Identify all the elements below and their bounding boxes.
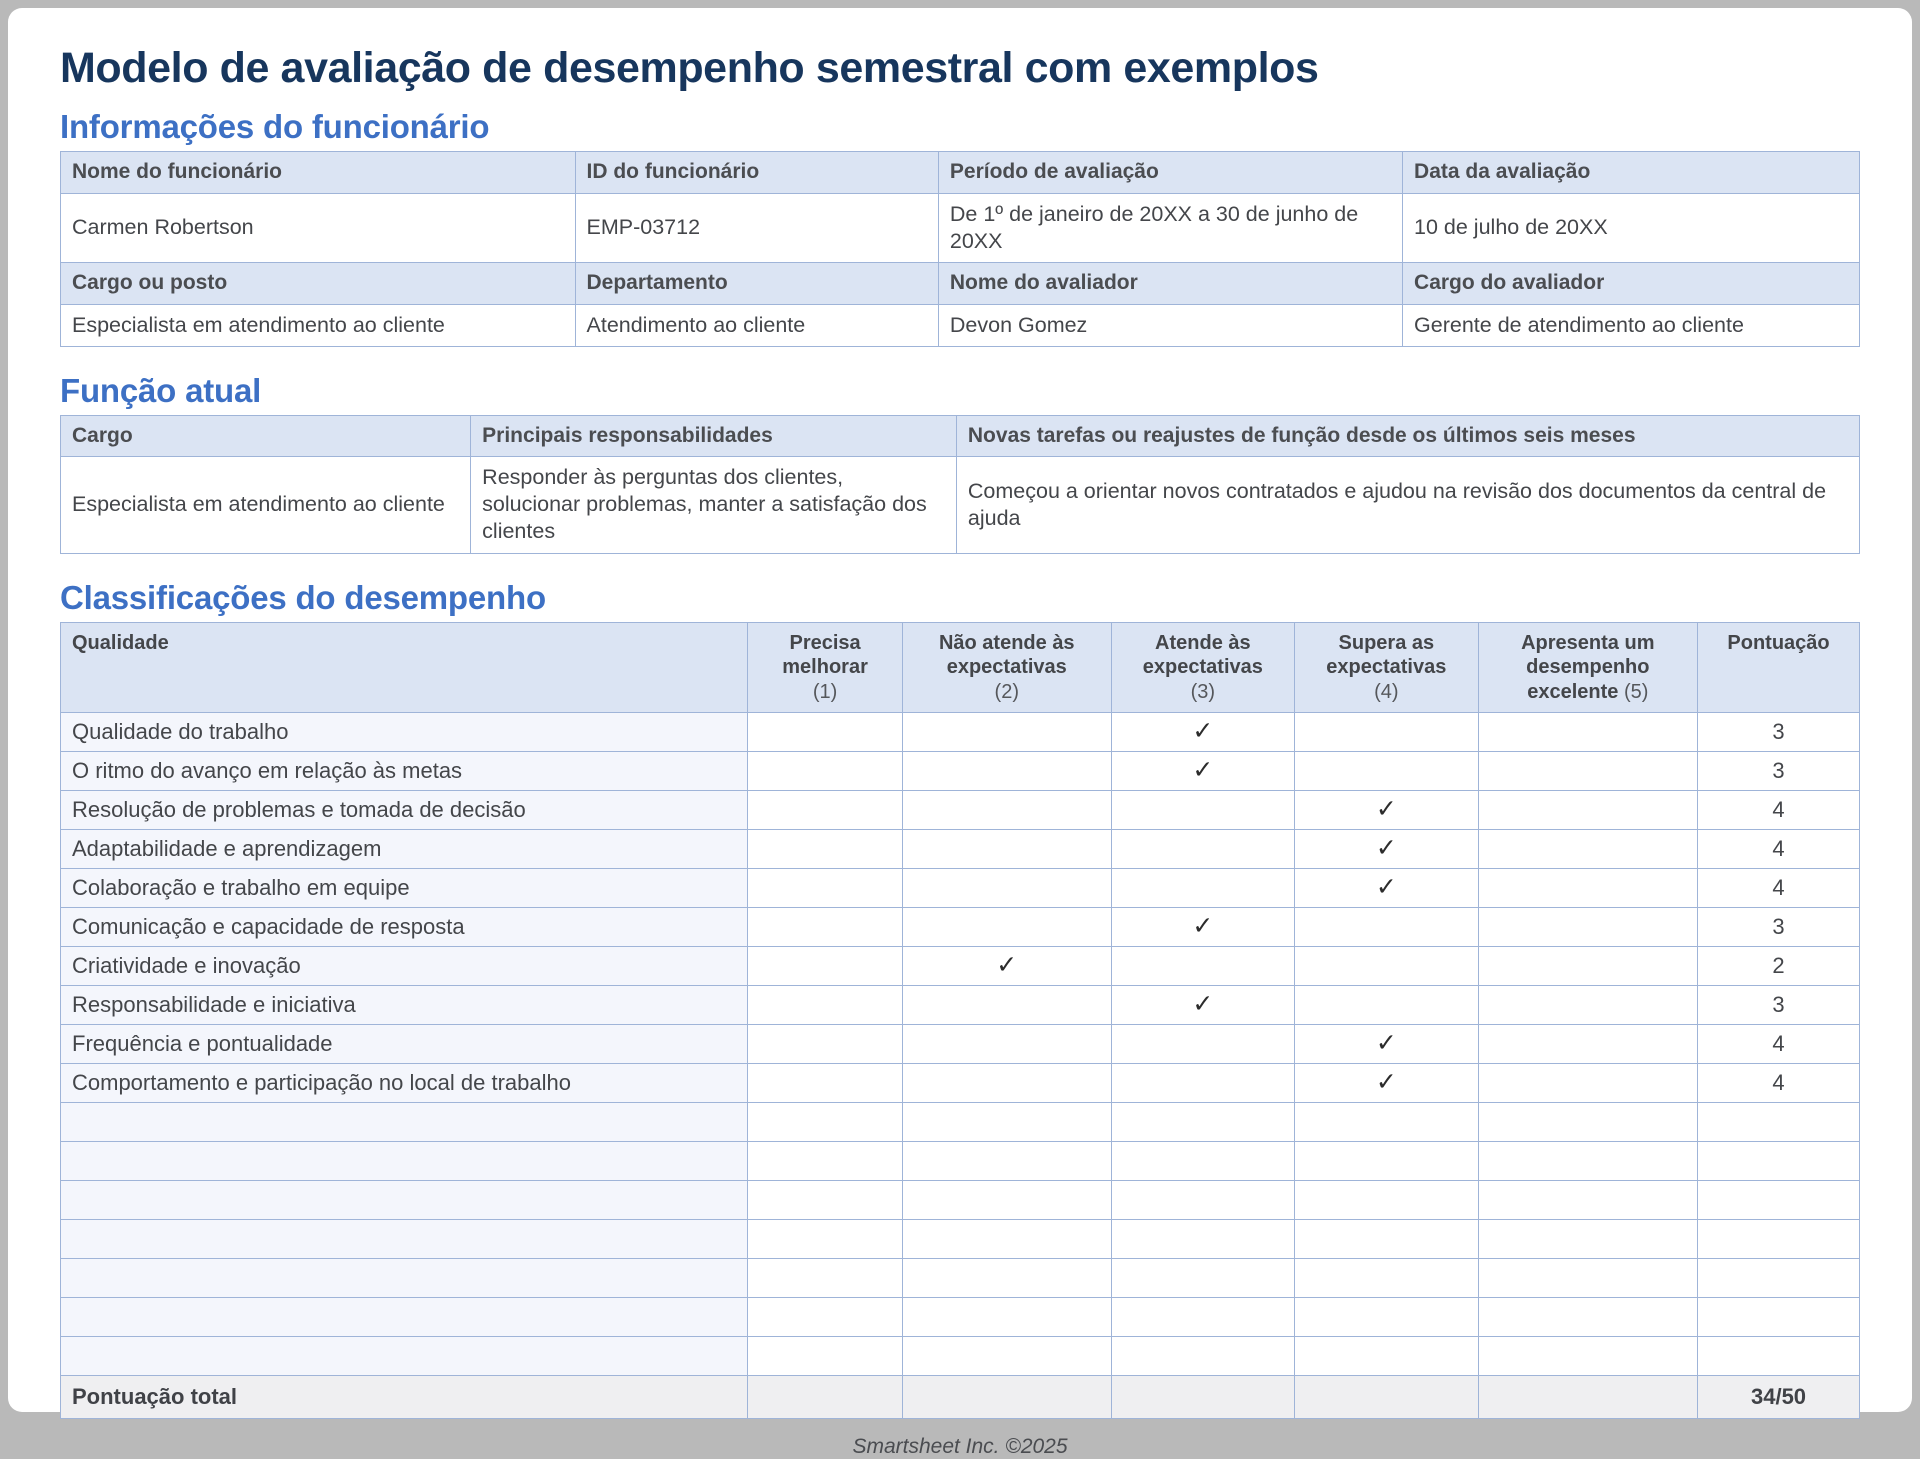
column-header-role: Cargo	[61, 415, 471, 456]
check-icon: ✓	[1375, 873, 1397, 902]
column-header-quality: Qualidade	[61, 622, 748, 712]
rating-checkbox-cell[interactable]	[1111, 908, 1294, 947]
table-row	[61, 193, 1860, 262]
rating-checkbox-cell[interactable]	[1111, 1259, 1294, 1298]
rating-checkbox-cell[interactable]	[1295, 713, 1478, 752]
row-score-cell[interactable]: 3	[1698, 908, 1860, 947]
row-score-cell[interactable]	[1698, 1181, 1860, 1220]
column-header-employee-name: Nome do funcionário	[61, 152, 576, 193]
current-role-table	[60, 415, 1860, 554]
rating-checkbox-cell[interactable]	[1295, 986, 1478, 1025]
column-header-review-period: Período de avaliação	[938, 152, 1402, 193]
row-score-cell[interactable]	[1698, 1298, 1860, 1337]
table-row	[61, 908, 1860, 947]
table-row	[61, 152, 1860, 193]
quality-label-cell[interactable]: Qualidade do trabalho	[61, 713, 748, 752]
row-score-cell[interactable]: 2	[1698, 947, 1860, 986]
value-responsibilities[interactable]: Responder às perguntas dos clientes, solucionar problemas, manter a satisfação dos clientes	[471, 457, 957, 553]
column-header-score: Pontuação	[1698, 622, 1860, 712]
quality-label-cell[interactable]: Resolução de problemas e tomada de decisão	[61, 791, 748, 830]
rating-checkbox-cell[interactable]	[902, 713, 1111, 752]
rating-checkbox-cell[interactable]	[1478, 869, 1697, 908]
rating-label: Atende às expectativas	[1142, 631, 1263, 679]
check-icon: ✓	[1192, 912, 1214, 941]
table-row	[61, 947, 1860, 986]
rating-checkbox-cell[interactable]	[1111, 713, 1294, 752]
column-header-employee-id: ID do funcionário	[575, 152, 938, 193]
row-score-cell[interactable]	[1698, 1220, 1860, 1259]
rating-checkbox-cell[interactable]	[1478, 908, 1697, 947]
footer-copyright: Smartsheet Inc. ©2025	[852, 1434, 1068, 1458]
quality-label-cell[interactable]	[61, 1142, 748, 1181]
rating-checkbox-cell[interactable]	[1111, 1142, 1294, 1181]
row-score-cell[interactable]: 4	[1698, 1064, 1860, 1103]
rating-checkbox-cell[interactable]	[1295, 1181, 1478, 1220]
check-icon: ✓	[1375, 1029, 1397, 1058]
quality-label-cell[interactable]	[61, 1298, 748, 1337]
rating-checkbox-cell[interactable]	[748, 1337, 903, 1376]
row-score-cell[interactable]	[1698, 1337, 1860, 1376]
rating-checkbox-cell[interactable]	[1478, 1103, 1697, 1142]
rating-label: Precisa melhorar	[782, 631, 868, 679]
rating-checkbox-cell[interactable]	[1295, 752, 1478, 791]
rating-checkbox-cell[interactable]	[1295, 1103, 1478, 1142]
total-score-label: Pontuação total	[61, 1376, 748, 1419]
column-header-exceeds	[1295, 622, 1478, 712]
rating-checkbox-cell[interactable]	[1111, 791, 1294, 830]
rating-checkbox-cell[interactable]	[1478, 1220, 1697, 1259]
page-title: Modelo de avaliação de desempenho semestral com exemplos	[60, 44, 1319, 92]
column-header-outstanding	[1478, 622, 1697, 712]
value-job-title[interactable]: Especialista em atendimento ao cliente	[61, 304, 576, 346]
rating-checkbox-cell[interactable]	[1295, 830, 1478, 869]
check-icon: ✓	[1375, 1068, 1397, 1097]
total-empty-cell	[1111, 1376, 1294, 1419]
rating-checkbox-cell[interactable]	[1478, 947, 1697, 986]
rating-checkbox-cell[interactable]	[1478, 1259, 1697, 1298]
value-new-duties[interactable]: Começou a orientar novos contratados e ajudou na revisão dos documentos da central de ajuda	[956, 457, 1859, 553]
rating-checkbox-cell[interactable]	[748, 1142, 903, 1181]
rating-checkbox-cell[interactable]	[1295, 1337, 1478, 1376]
rating-checkbox-cell[interactable]	[748, 1181, 903, 1220]
rating-checkbox-cell[interactable]	[748, 1025, 903, 1064]
check-icon: ✓	[1375, 834, 1397, 863]
rating-checkbox-cell[interactable]	[1478, 713, 1697, 752]
employee-info-table	[60, 151, 1860, 346]
rating-checkbox-cell[interactable]	[1111, 1025, 1294, 1064]
section-title-performance-ratings: Classificações do desempenho	[60, 578, 546, 616]
rating-checkbox-cell[interactable]	[902, 1025, 1111, 1064]
quality-label-cell[interactable]	[61, 1220, 748, 1259]
rating-checkbox-cell[interactable]	[902, 986, 1111, 1025]
rating-checkbox-cell[interactable]	[1478, 1142, 1697, 1181]
value-department[interactable]: Atendimento ao cliente	[575, 304, 938, 346]
rating-checkbox-cell[interactable]	[902, 1142, 1111, 1181]
performance-ratings-body	[61, 713, 1860, 1376]
rating-checkbox-cell[interactable]	[902, 752, 1111, 791]
table-row	[61, 869, 1860, 908]
rating-level: (3)	[1190, 680, 1216, 703]
rating-checkbox-cell[interactable]	[1295, 869, 1478, 908]
rating-checkbox-cell[interactable]	[1111, 869, 1294, 908]
column-header-does-not-meet	[902, 622, 1111, 712]
table-row	[61, 1064, 1860, 1103]
rating-checkbox-cell[interactable]	[1111, 830, 1294, 869]
rating-checkbox-cell[interactable]	[1478, 986, 1697, 1025]
rating-checkbox-cell[interactable]	[1295, 1142, 1478, 1181]
rating-checkbox-cell[interactable]	[748, 1220, 903, 1259]
rating-checkbox-cell[interactable]	[902, 1181, 1111, 1220]
table-header-row	[61, 622, 1860, 712]
table-row	[61, 986, 1860, 1025]
column-header-job-title: Cargo ou posto	[61, 263, 576, 304]
rating-checkbox-cell[interactable]	[902, 1064, 1111, 1103]
rating-label: Não atende às expectativas	[938, 631, 1075, 679]
table-row	[61, 1298, 1860, 1337]
rating-checkbox-cell[interactable]	[1295, 908, 1478, 947]
rating-checkbox-cell[interactable]	[748, 1064, 903, 1103]
quality-label-cell[interactable]: Comportamento e participação no local de trabalho	[61, 1064, 748, 1103]
rating-checkbox-cell[interactable]	[748, 986, 903, 1025]
rating-checkbox-cell[interactable]	[748, 752, 903, 791]
rating-checkbox-cell[interactable]	[748, 947, 903, 986]
rating-checkbox-cell[interactable]	[748, 1259, 903, 1298]
rating-checkbox-cell[interactable]	[902, 1298, 1111, 1337]
rating-checkbox-cell[interactable]	[1111, 1181, 1294, 1220]
rating-checkbox-cell[interactable]	[1478, 1337, 1697, 1376]
rating-label: Supera as expectativas	[1326, 631, 1447, 679]
total-empty-cell	[902, 1376, 1111, 1419]
column-header-responsibilities: Principais responsabilidades	[471, 415, 957, 456]
check-icon: ✓	[1375, 795, 1397, 824]
rating-checkbox-cell[interactable]	[1295, 1220, 1478, 1259]
rating-checkbox-cell[interactable]	[1295, 1259, 1478, 1298]
rating-checkbox-cell[interactable]	[748, 791, 903, 830]
column-header-review-date: Data da avaliação	[1403, 152, 1860, 193]
row-score-cell[interactable]: 4	[1698, 830, 1860, 869]
table-row	[61, 1259, 1860, 1298]
table-row	[61, 1337, 1860, 1376]
table-row	[61, 752, 1860, 791]
table-row	[61, 304, 1860, 346]
column-header-reviewer-name: Nome do avaliador	[938, 263, 1402, 304]
value-review-period[interactable]: De 1º de janeiro de 20XX a 30 de junho de 20XX	[938, 193, 1402, 262]
quality-label-cell[interactable]: Comunicação e capacidade de resposta	[61, 908, 748, 947]
check-icon: ✓	[1192, 756, 1214, 785]
section-title-current-role: Função atual	[60, 371, 262, 409]
table-row	[61, 415, 1860, 456]
rating-checkbox-cell[interactable]	[902, 830, 1111, 869]
rating-checkbox-cell[interactable]	[1295, 1298, 1478, 1337]
rating-checkbox-cell[interactable]	[902, 947, 1111, 986]
rating-checkbox-cell[interactable]	[1478, 1298, 1697, 1337]
row-score-cell[interactable]: 3	[1698, 752, 1860, 791]
value-reviewer-title[interactable]: Gerente de atendimento ao cliente	[1403, 304, 1860, 346]
quality-label-cell[interactable]: O ritmo do avanço em relação às metas	[61, 752, 748, 791]
row-score-cell[interactable]: 3	[1698, 713, 1860, 752]
rating-checkbox-cell[interactable]	[1111, 947, 1294, 986]
column-header-new-duties: Novas tarefas ou reajustes de função desde os últimos seis meses	[956, 415, 1859, 456]
table-row	[61, 1142, 1860, 1181]
rating-checkbox-cell[interactable]	[1111, 986, 1294, 1025]
value-role[interactable]: Especialista em atendimento ao cliente	[61, 457, 471, 553]
table-row	[61, 830, 1860, 869]
quality-label-cell[interactable]	[61, 1259, 748, 1298]
rating-checkbox-cell[interactable]	[1111, 1298, 1294, 1337]
rating-checkbox-cell[interactable]	[1478, 752, 1697, 791]
quality-label-cell[interactable]	[61, 1103, 748, 1142]
rating-checkbox-cell[interactable]	[902, 1259, 1111, 1298]
value-employee-id[interactable]: EMP-03712	[575, 193, 938, 262]
column-header-meets	[1111, 622, 1294, 712]
rating-checkbox-cell[interactable]	[748, 908, 903, 947]
section-title-employee-info: Informações do funcionário	[60, 108, 490, 146]
rating-label: Apresenta um desempenho excelente	[1521, 631, 1655, 703]
check-icon: ✓	[1192, 990, 1214, 1019]
rating-checkbox-cell[interactable]	[1478, 830, 1697, 869]
rating-checkbox-cell[interactable]	[748, 1103, 903, 1142]
rating-checkbox-cell[interactable]	[1295, 791, 1478, 830]
check-icon: ✓	[996, 951, 1018, 980]
quality-label-cell[interactable]	[61, 1181, 748, 1220]
value-reviewer-name[interactable]: Devon Gomez	[938, 304, 1402, 346]
rating-level: (1)	[812, 680, 838, 703]
rating-checkbox-cell[interactable]	[1478, 1025, 1697, 1064]
row-score-cell[interactable]	[1698, 1259, 1860, 1298]
check-icon: ✓	[1192, 717, 1214, 746]
quality-label-cell[interactable]: Criatividade e inovação	[61, 947, 748, 986]
rating-level: (5)	[1623, 680, 1649, 703]
rating-checkbox-cell[interactable]	[1478, 791, 1697, 830]
quality-label-cell[interactable]	[61, 1337, 748, 1376]
table-row	[61, 1025, 1860, 1064]
column-header-reviewer-title: Cargo do avaliador	[1403, 263, 1860, 304]
rating-checkbox-cell[interactable]	[1111, 1103, 1294, 1142]
value-employee-name[interactable]: Carmen Robertson	[61, 193, 576, 262]
column-header-department: Departamento	[575, 263, 938, 304]
rating-checkbox-cell[interactable]	[902, 791, 1111, 830]
row-score-cell[interactable]	[1698, 1142, 1860, 1181]
rating-checkbox-cell[interactable]	[902, 869, 1111, 908]
rating-checkbox-cell[interactable]	[1295, 1025, 1478, 1064]
rating-checkbox-cell[interactable]	[902, 1103, 1111, 1142]
row-score-cell[interactable]: 4	[1698, 1025, 1860, 1064]
rating-checkbox-cell[interactable]	[1111, 1064, 1294, 1103]
quality-label-cell[interactable]: Responsabilidade e iniciativa	[61, 986, 748, 1025]
rating-checkbox-cell[interactable]	[748, 713, 903, 752]
row-score-cell[interactable]: 3	[1698, 986, 1860, 1025]
quality-label-cell[interactable]: Frequência e pontualidade	[61, 1025, 748, 1064]
rating-checkbox-cell[interactable]	[1111, 1337, 1294, 1376]
value-review-date[interactable]: 10 de julho de 20XX	[1403, 193, 1860, 262]
rating-checkbox-cell[interactable]	[748, 1298, 903, 1337]
column-header-needs-improvement	[748, 622, 903, 712]
rating-checkbox-cell[interactable]	[1295, 947, 1478, 986]
rating-checkbox-cell[interactable]	[902, 1337, 1111, 1376]
table-row	[61, 1220, 1860, 1259]
total-empty-cell	[1295, 1376, 1478, 1419]
total-empty-cell	[748, 1376, 903, 1419]
rating-checkbox-cell[interactable]	[748, 830, 903, 869]
total-row	[61, 1376, 1860, 1419]
table-row	[61, 1103, 1860, 1142]
quality-label-cell[interactable]: Adaptabilidade e aprendizagem	[61, 830, 748, 869]
table-row	[61, 457, 1860, 553]
rating-checkbox-cell[interactable]	[902, 908, 1111, 947]
rating-checkbox-cell[interactable]	[1111, 1220, 1294, 1259]
rating-checkbox-cell[interactable]	[1478, 1181, 1697, 1220]
row-score-cell[interactable]	[1698, 1103, 1860, 1142]
rating-checkbox-cell[interactable]	[1478, 1064, 1697, 1103]
total-empty-cell	[1478, 1376, 1697, 1419]
rating-checkbox-cell[interactable]	[902, 1220, 1111, 1259]
total-score-value: 34/50	[1698, 1376, 1860, 1419]
table-row	[61, 263, 1860, 304]
rating-level: (4)	[1374, 680, 1399, 703]
row-score-cell[interactable]: 4	[1698, 791, 1860, 830]
rating-checkbox-cell[interactable]	[1111, 752, 1294, 791]
table-row	[61, 713, 1860, 752]
document-page	[8, 8, 1912, 1458]
table-row	[61, 1181, 1860, 1220]
row-score-cell[interactable]: 4	[1698, 869, 1860, 908]
rating-level: (2)	[994, 680, 1019, 703]
rating-checkbox-cell[interactable]	[748, 869, 903, 908]
rating-checkbox-cell[interactable]	[1295, 1064, 1478, 1103]
performance-ratings-table	[60, 622, 1860, 1419]
quality-label-cell[interactable]: Colaboração e trabalho em equipe	[61, 869, 748, 908]
table-row	[61, 791, 1860, 830]
